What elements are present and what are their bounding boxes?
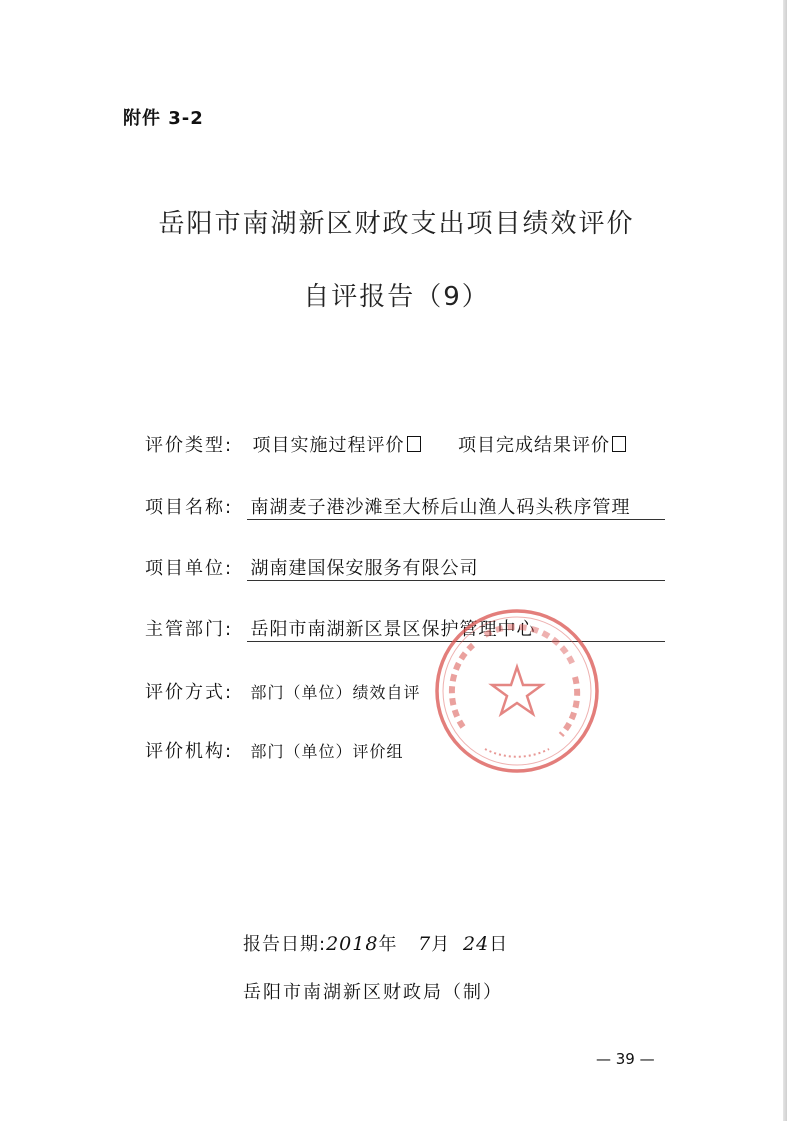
report-date-year: 2018 — [326, 933, 379, 955]
project-name-underline — [247, 519, 665, 520]
eval-type-option-result: 项目完成结果评价 — [458, 435, 611, 456]
supervisor-label: 主管部门: — [145, 619, 234, 640]
report-date-month: 7 — [418, 933, 432, 955]
project-name-label: 项目名称: — [145, 497, 234, 518]
report-date — [243, 930, 508, 956]
seal-star-icon — [492, 667, 542, 714]
report-title-line1: 岳阳市南湖新区财政支出项目绩效评价 — [158, 209, 635, 239]
attachment-label: 附件 3-2 — [123, 108, 204, 129]
report-date-day-unit: 日 — [489, 934, 509, 955]
report-title-line2: 自评报告（9） — [303, 282, 490, 312]
checkbox-result — [612, 436, 626, 452]
eval-org-value: 部门（单位）评价组 — [250, 742, 404, 761]
project-unit-label: 项目单位: — [145, 558, 234, 579]
scan-edge — [783, 0, 787, 1121]
eval-type-row — [145, 431, 626, 457]
report-date-month-unit: 月 — [431, 934, 451, 955]
issuer: 岳阳市南湖新区财政局（制） — [243, 982, 503, 1003]
report-date-year-unit: 年 — [378, 934, 398, 955]
official-seal — [433, 607, 601, 775]
project-unit-underline — [247, 580, 665, 581]
page-number: — 39 — — [596, 1050, 655, 1068]
project-unit-row — [145, 554, 479, 580]
project-unit-value: 湖南建国保安服务有限公司 — [250, 558, 479, 579]
report-date-day: 24 — [463, 933, 490, 955]
eval-type-option-process: 项目实施过程评价 — [252, 435, 405, 456]
report-date-label: 报告日期: — [243, 934, 327, 955]
project-name-row — [145, 493, 631, 519]
project-name-value: 南湖麦子港沙滩至大桥后山渔人码头秩序管理 — [250, 497, 631, 518]
eval-type-label: 评价类型: — [145, 435, 234, 456]
supervisor-value: 岳阳市南湖新区景区保护管理中心 — [250, 619, 536, 640]
eval-method-label: 评价方式: — [145, 682, 234, 703]
eval-org-row — [145, 737, 404, 763]
eval-org-label: 评价机构: — [145, 741, 234, 762]
eval-method-row — [145, 678, 421, 704]
eval-method-value: 部门（单位）绩效自评 — [250, 683, 421, 702]
checkbox-process — [407, 436, 421, 452]
